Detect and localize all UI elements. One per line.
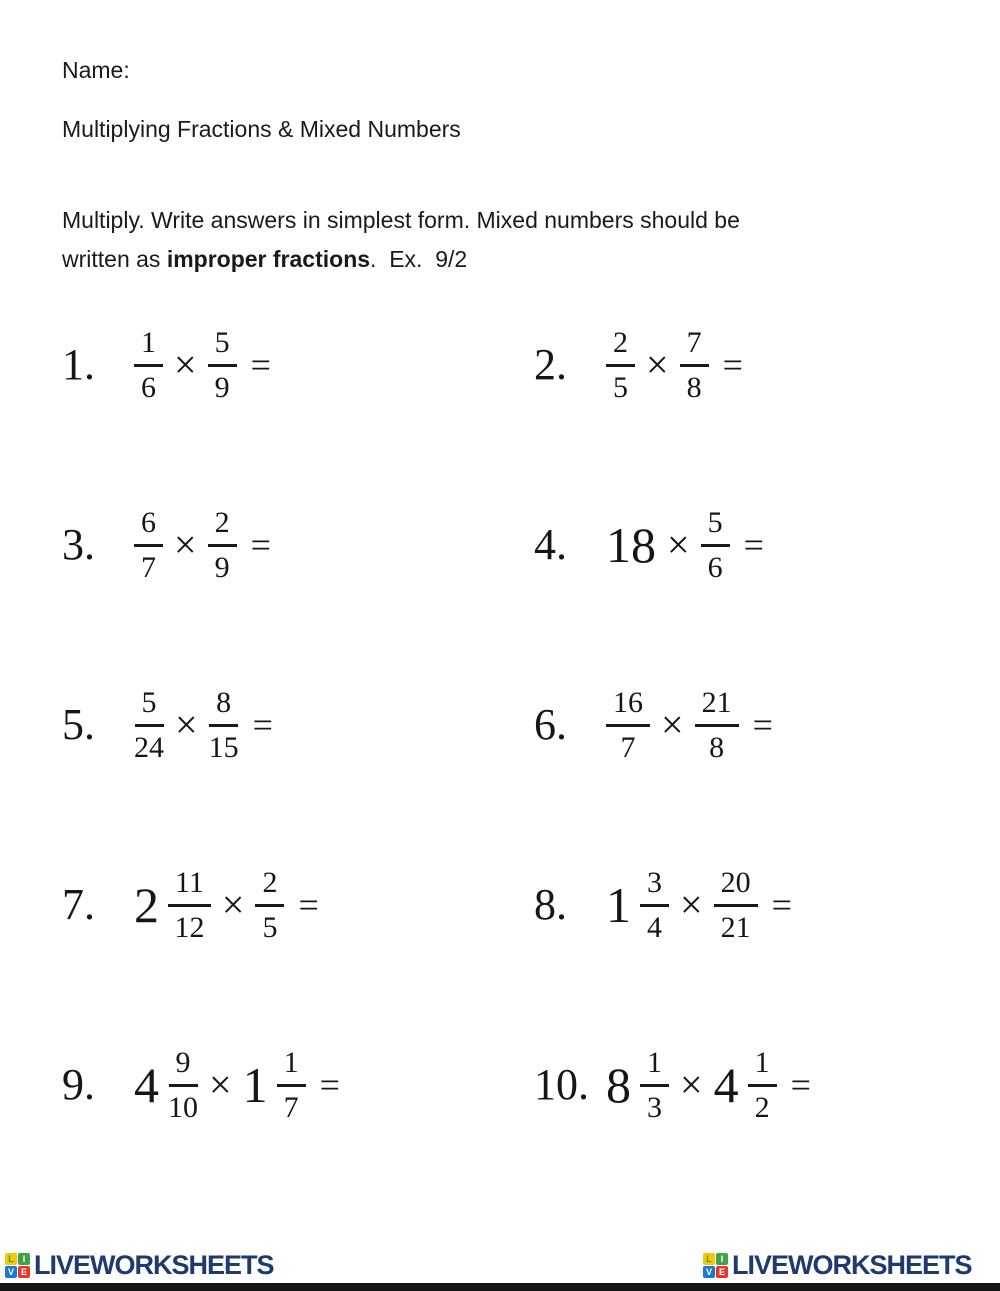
equals-sign: = [250, 525, 271, 565]
multiply-sign: × [175, 702, 198, 747]
mixed-number [243, 1045, 306, 1126]
equals-sign: = [298, 885, 319, 925]
liveworksheets-logo-left[interactable] [5, 1250, 274, 1281]
fraction [701, 505, 730, 586]
fraction [255, 865, 284, 946]
fraction-denominator: 3 [647, 1090, 662, 1124]
fraction [748, 1045, 777, 1126]
fraction [640, 865, 669, 946]
problem-row-8 [534, 865, 952, 946]
fraction-denominator: 7 [283, 1090, 299, 1124]
liveworksheets-tiles-icon [5, 1253, 30, 1278]
fraction-numerator: 6 [134, 505, 163, 547]
fraction-numerator: 5 [701, 505, 730, 547]
fraction-denominator: 24 [134, 730, 164, 764]
equals-sign: = [771, 885, 792, 925]
problem-number: 1. [62, 340, 95, 389]
whole-number: 4 [134, 1057, 159, 1113]
mixed-number [134, 1045, 198, 1126]
fraction-denominator: 9 [214, 370, 230, 404]
equals-sign: = [743, 525, 764, 565]
instructions-line2-post: . Ex. 9/2 [370, 246, 468, 272]
whole-number: 18 [606, 517, 656, 573]
fraction-numerator: 2 [208, 505, 237, 547]
fraction-numerator: 1 [640, 1045, 669, 1087]
fraction-denominator: 4 [647, 910, 662, 944]
problem-row-5 [62, 685, 534, 766]
logo-tile-e: E [716, 1266, 728, 1278]
fraction-numerator: 8 [209, 685, 238, 727]
fraction [209, 685, 239, 766]
fraction-numerator: 1 [748, 1045, 777, 1087]
fraction [695, 685, 739, 766]
instructions-line1: Multiply. Write answers in simplest form. Mixed numbers should be [62, 207, 740, 233]
liveworksheets-tiles-icon [703, 1253, 728, 1278]
fraction [168, 1045, 198, 1126]
multiply-sign: × [680, 1062, 703, 1107]
problem-row-2 [534, 325, 952, 406]
multiply-sign: × [221, 882, 245, 927]
mixed-number [134, 865, 211, 946]
fraction-denominator: 2 [754, 1090, 770, 1124]
fraction-numerator: 5 [208, 325, 237, 367]
fraction-numerator: 2 [255, 865, 284, 907]
name-label: Name: [62, 57, 130, 83]
problem-row-9 [62, 1045, 534, 1126]
mixed-number [606, 865, 669, 946]
multiply-sign: × [646, 342, 669, 387]
page-title: Multiplying Fractions & Mixed Numbers [62, 116, 461, 142]
multiply-sign: × [667, 522, 690, 567]
multiply-sign: × [680, 882, 703, 927]
fraction [134, 685, 164, 766]
equals-sign: = [319, 1065, 340, 1105]
mixed-number [606, 1045, 669, 1126]
fraction [134, 325, 163, 406]
problem-row-3 [62, 505, 534, 586]
fraction-numerator: 7 [680, 325, 709, 367]
fraction-numerator: 21 [695, 685, 739, 727]
equals-sign: = [752, 705, 773, 745]
instructions-line2-pre: written as [62, 246, 167, 272]
fraction-denominator: 6 [141, 370, 156, 404]
multiply-sign: × [209, 1062, 232, 1107]
fraction-numerator: 9 [169, 1045, 198, 1087]
fraction-numerator: 3 [640, 865, 669, 907]
fraction [606, 325, 635, 406]
problem-row-7 [62, 865, 534, 946]
fraction [640, 1045, 669, 1126]
problem-row-1 [62, 325, 534, 406]
fraction-numerator: 16 [606, 685, 650, 727]
brand-text: LIVEWORKSHEETS [34, 1250, 274, 1280]
fraction-denominator: 8 [686, 370, 702, 404]
problem-row-4 [534, 505, 952, 586]
problem-number: 10. [534, 1060, 589, 1109]
fraction [208, 325, 237, 406]
whole-number: 2 [134, 877, 159, 933]
mixed-number [714, 1045, 777, 1126]
fraction-numerator: 1 [277, 1045, 306, 1087]
fraction [134, 505, 163, 586]
instructions-bold: improper fractions [166, 246, 371, 272]
fraction-denominator: 7 [141, 550, 156, 584]
fraction-denominator: 7 [620, 730, 636, 764]
logo-tile-l: L [5, 1253, 17, 1265]
fraction [680, 325, 709, 406]
multiply-sign: × [661, 702, 684, 747]
instructions [62, 201, 912, 279]
logo-tile-l: L [703, 1253, 715, 1265]
liveworksheets-logo-right[interactable] [703, 1250, 972, 1281]
fraction [714, 865, 758, 946]
equals-sign: = [250, 345, 271, 385]
equals-sign: = [790, 1065, 811, 1105]
multiply-sign: × [174, 342, 197, 387]
fraction-denominator: 21 [720, 910, 751, 944]
whole-number: 4 [713, 1057, 739, 1113]
problem-number: 6. [534, 700, 567, 749]
fraction-denominator: 5 [262, 910, 278, 944]
problem-number: 7. [62, 880, 95, 929]
fraction-denominator: 8 [709, 730, 725, 764]
fraction-denominator: 15 [208, 730, 239, 764]
fraction-denominator: 12 [174, 910, 205, 944]
fraction-numerator: 5 [135, 685, 164, 727]
fraction [606, 685, 650, 766]
problem-number: 2. [534, 340, 567, 389]
problem-row-10 [534, 1045, 952, 1126]
bottom-bar [0, 1283, 1000, 1291]
logo-tile-v: V [703, 1266, 715, 1278]
problem-number: 4. [534, 520, 567, 569]
fraction [277, 1045, 306, 1126]
multiply-sign: × [174, 522, 197, 567]
brand-text: LIVEWORKSHEETS [732, 1250, 972, 1280]
fraction-denominator: 6 [707, 550, 723, 584]
problem-number: 3. [62, 520, 95, 569]
whole-number: 1 [242, 1057, 268, 1113]
logo-tile-i: I [716, 1253, 728, 1265]
problem-number: 9. [62, 1060, 95, 1109]
fraction [168, 865, 211, 946]
fraction-numerator: 20 [714, 865, 758, 907]
equals-sign: = [722, 345, 743, 385]
fraction-numerator: 2 [606, 325, 635, 367]
whole-number: 1 [606, 877, 631, 933]
problem-number: 8. [534, 880, 567, 929]
fraction-numerator: 11 [168, 865, 211, 907]
equals-sign: = [252, 705, 273, 745]
problem-number: 5. [62, 700, 95, 749]
problem-row-6 [534, 685, 952, 766]
logo-tile-e: E [18, 1266, 30, 1278]
logo-tile-i: I [18, 1253, 30, 1265]
logo-tile-v: V [5, 1266, 17, 1278]
fraction-denominator: 5 [613, 370, 628, 404]
fraction-denominator: 9 [214, 550, 230, 584]
fraction-denominator: 10 [168, 1090, 198, 1124]
problems-grid [62, 275, 952, 1175]
whole-number: 8 [606, 1057, 631, 1113]
fraction-numerator: 1 [134, 325, 163, 367]
fraction [208, 505, 237, 586]
